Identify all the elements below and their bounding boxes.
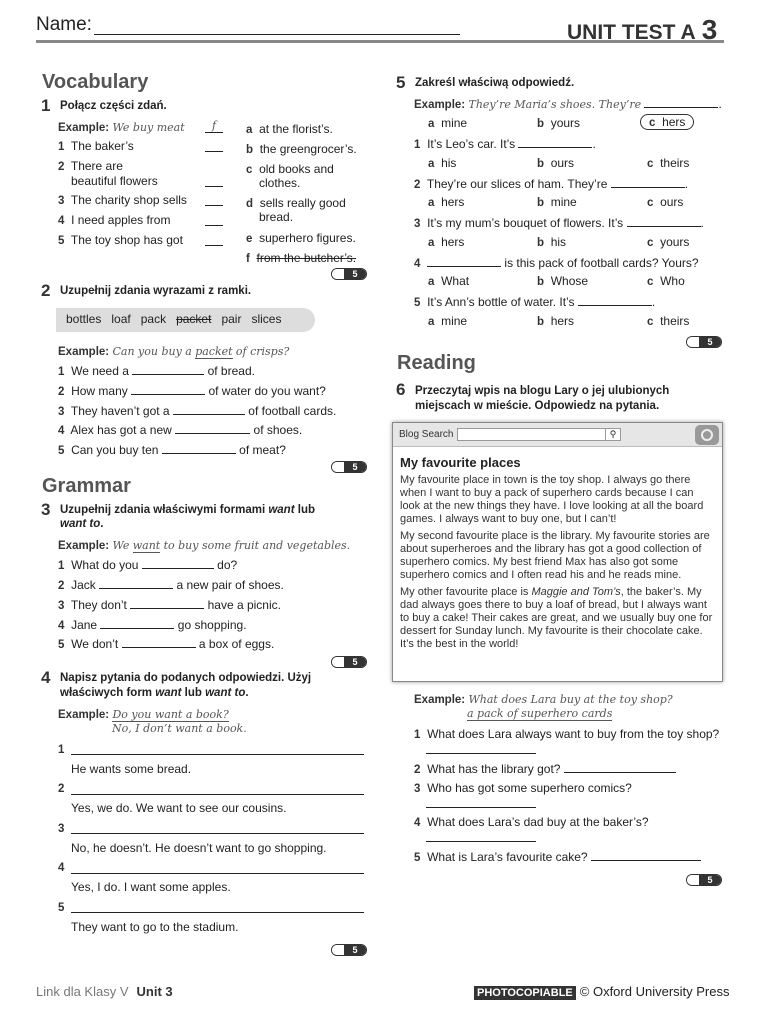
exercise-3-number: 3 [41,500,51,519]
exercise-6-number: 6 [396,380,406,399]
ex5-option[interactable]: a mine [428,314,468,328]
ex2-item: 4 Alex has got a new of shoes. [58,423,303,437]
blog-search-input[interactable] [457,428,607,441]
blog-search-label: Blog Search [399,429,454,440]
ex3-item: 1 What do you do? [58,558,238,572]
ex5-example-opt: b yours [537,116,581,130]
ex5-blank[interactable] [518,136,592,148]
ex2-blank[interactable] [175,422,250,434]
section-vocabulary: Vocabulary [42,71,149,93]
ex5-blank[interactable] [578,294,652,306]
word: bottles [66,312,102,326]
ex3-blank[interactable] [122,636,196,648]
ex5-option[interactable]: c Who [647,274,685,288]
ex5-option[interactable]: b his [537,235,567,249]
exercise-6-example-answer: a pack of superhero cards [467,707,613,720]
ex2-blank[interactable] [173,403,245,415]
ex3-item: 2 Jack a new pair of shoes. [58,578,284,592]
ex2-item: 3 They haven’t got a of football cards. [58,404,337,418]
ex2-item: 1 We need a of bread. [58,364,255,378]
exercise-1-number: 1 [41,96,51,115]
ex1-score: 5 [331,268,367,280]
ex1-option-c: c old books and [246,162,334,176]
ex5-blank[interactable] [611,176,685,188]
exercise-6-instruction-cont: miejscach w mieście. Odpowiedz na pytania. [415,400,660,412]
ex1-item-5: 5 The toy shop has got [58,233,183,247]
exercise-4-instruction: Napisz pytania do podanych odpowiedzi. Użyj [60,672,312,684]
ex1-option-d-cont: bread. [259,210,294,224]
ex4-given-answer: He wants some bread. [71,762,192,776]
ex5-option[interactable]: b hers [537,314,575,328]
blog-search-bar [393,423,722,447]
ex3-item: 4 Jane go shopping. [58,618,247,632]
ex4-given-answer: Yes, we do. We want to see our cousins. [71,801,287,815]
ex5-question: 5 It’s Ann’s bottle of water. It’s . [414,295,656,309]
blog-title: My favourite places [400,455,521,470]
ex3-blank[interactable] [130,597,204,609]
ex4-num: 1 [58,744,65,756]
ex5-option[interactable]: a hers [428,235,465,249]
section-grammar: Grammar [42,475,131,497]
ex2-item: 5 Can you buy ten of meat? [58,443,286,457]
ex4-num: 4 [58,862,65,874]
ex4-score: 5 [331,944,367,956]
ex1-answer-5[interactable] [205,245,223,246]
ex6-blank[interactable] [564,761,676,773]
ex5-option[interactable]: a hers [428,195,465,209]
exercise-5-number: 5 [396,73,406,92]
footer-publisher: PHOTOCOPIABLE © Oxford University Press [474,984,730,999]
ex2-blank[interactable] [162,442,236,454]
exercise-4-instruction-cont: właściwych form want lub want to. [60,687,249,699]
ex1-item-2: 2 There are [58,159,123,173]
exercise-2-example: Example: Can you buy a packet of crisps? [58,345,290,358]
ex1-option-e: e superhero figures. [246,231,356,245]
ex1-option-d: d sells really good [246,196,346,210]
ex5-option[interactable]: a his [428,156,457,170]
ex3-item: 5 We don’t a box of eggs. [58,637,275,651]
unit-title: UNIT TEST A 3 [567,14,718,45]
blogger-icon [695,425,719,445]
ex4-num: 5 [58,902,65,914]
ex1-answer-3[interactable] [205,205,223,206]
ex5-option[interactable]: c theirs [647,156,690,170]
header-rule [36,40,724,43]
ex4-answer-line[interactable] [71,833,364,834]
ex6-score: 5 [686,874,722,886]
exercise-6-instruction: Przeczytaj wpis na blogu Lary o jej ulubionych [415,385,670,397]
ex6-question: 2 What has the library got? [414,761,676,776]
ex6-question: 3 Who has got some superhero comics? [414,781,632,795]
word-box [56,308,315,332]
ex4-answer-line[interactable] [71,912,364,913]
ex2-blank[interactable] [132,363,204,375]
ex1-item-4: 4 I need apples from [58,213,171,227]
ex1-answer-1[interactable] [205,151,223,152]
ex5-option[interactable]: c ours [647,195,684,209]
ex5-option[interactable]: a What [428,274,470,288]
ex1-answer-4[interactable] [205,225,223,226]
exercise-5-instruction: Zakreśl właściwą odpowiedź. [415,77,575,89]
ex1-option-a: a at the florist’s. [246,122,333,136]
ex4-num: 3 [58,823,65,835]
ex6-answer-line[interactable] [426,753,536,754]
ex1-item-1: 1 The baker’s [58,139,134,153]
exercise-4-number: 4 [41,668,51,687]
ex2-item: 2 How many of water do you want? [58,384,326,398]
ex3-blank[interactable] [100,617,174,629]
section-reading: Reading [397,352,476,374]
word: loaf [111,312,131,326]
name-label: Name: [36,14,92,35]
ex5-question: 2 They’re our slices of ham. They’re . [414,177,689,191]
ex5-option[interactable]: b mine [537,195,577,209]
exercise-1-example-answer: f [205,119,223,133]
ex6-answer-line[interactable] [426,807,536,808]
ex1-item-2-cont: beautiful flowers [71,174,158,188]
exercise-4-example-answer: No, I don’t want a book. [112,722,247,735]
ex6-blank[interactable] [591,849,701,861]
ex5-option[interactable]: b ours [537,156,575,170]
ex4-given-answer: They want to go to the stadium. [71,920,239,934]
ex4-answer-line[interactable] [71,794,364,795]
word-used: packet [176,312,212,326]
exercise-3-instruction: Uzupełnij zdania właściwymi formami want lub [60,504,315,516]
word: pack [140,312,167,326]
ex1-answer-2[interactable] [205,186,223,187]
exercise-4-example: Example: Do you want a book? [58,708,229,721]
ex4-given-answer: Yes, I do. I want some apples. [71,880,231,894]
ex5-option[interactable]: b Whose [537,274,589,288]
ex1-item-3: 3 The charity shop sells [58,193,187,207]
word: slices [251,312,282,326]
ex5-question: 1 It’s Leo’s car. It’s . [414,137,596,151]
ex6-question: 1 What does Lara always want to buy from the toy shop? [414,727,720,741]
ex5-option[interactable]: c yours [647,235,690,249]
exercise-6-example: Example: What does Lara buy at the toy shop? [414,693,673,706]
ex6-answer-line[interactable] [426,841,536,842]
ex5-question: 3 It’s my mum’s bouquet of flowers. It’s . [414,216,704,230]
blog-paragraph-1: My favourite place in town is the toy shop. I always go there when I want to buy a pack of superhero cards because I can look at the new things they have. I love looking at all the board games. I always want to buy one, but I can’t! [400,474,704,525]
ex5-example-opt-circled: c hers [640,115,694,129]
exercise-1-instruction: Połącz części zdań. [60,100,167,112]
exercise-3-example: Example: We want to buy some fruit and vegetables. [58,539,351,552]
ex3-blank[interactable] [99,577,173,589]
ex2-score: 5 [331,461,367,473]
ex3-score: 5 [331,656,367,668]
blog-panel [392,422,723,682]
ex3-item: 3 They don’t have a picnic. [58,598,281,612]
exercise-5-example: Example: They’re Maria’s shoes. They’re . [414,97,722,111]
exercise-3-instruction-cont: want to. [60,518,104,530]
ex5-blank[interactable] [627,215,701,227]
blog-paragraph-3: My other favourite place is Maggie and Tom’s, the baker’s. My dad always goes there to buy a loaf of bread, but I always want to buy a cake! Their cakes are great, and we usually buy one for dessert for Sunday lunch. My favourite is their chocolate cake. It’s the best in the world! [400,586,713,650]
ex3-blank[interactable] [142,557,214,569]
ex5-blank[interactable] [427,255,501,267]
ex4-num: 2 [58,783,65,795]
footer-course: Link dla Klasy V Unit 3 [36,984,173,999]
ex4-answer-line[interactable] [71,873,364,874]
blog-paragraph-2: My second favourite place is the library. My favourite stories are about superheroes and the library has got a good collection of superhero comics. My best friend Max has also got some superhero comics and I often read his and he reads mine. [400,530,710,581]
ex5-option[interactable]: c theirs [647,314,690,328]
exercise-2-instruction: Uzupełnij zdania wyrazami z ramki. [60,285,252,297]
search-icon[interactable]: ⚲ [605,428,621,441]
ex1-option-c-cont: clothes. [259,176,301,190]
ex4-answer-line[interactable] [71,754,364,755]
name-field[interactable] [94,34,460,35]
ex1-option-f: f from the butcher’s. [246,251,357,265]
ex4-given-answer: No, he doesn’t. He doesn’t want to go shopping. [71,841,327,855]
exercise-2-number: 2 [41,281,51,300]
ex2-blank[interactable] [131,383,205,395]
exercise-1-example: Example: We buy meat [58,121,185,134]
ex6-question: 5 What is Lara’s favourite cake? [414,849,701,864]
ex6-question: 4 What does Lara’s dad buy at the baker’s? [414,815,649,829]
ex5-example-opt: a mine [428,116,468,130]
word: pair [221,312,242,326]
ex1-option-b: b the greengrocer’s. [246,142,357,156]
ex5-question: 4 is this pack of football cards? Yours? [414,256,699,270]
ex5-score: 5 [686,336,722,348]
